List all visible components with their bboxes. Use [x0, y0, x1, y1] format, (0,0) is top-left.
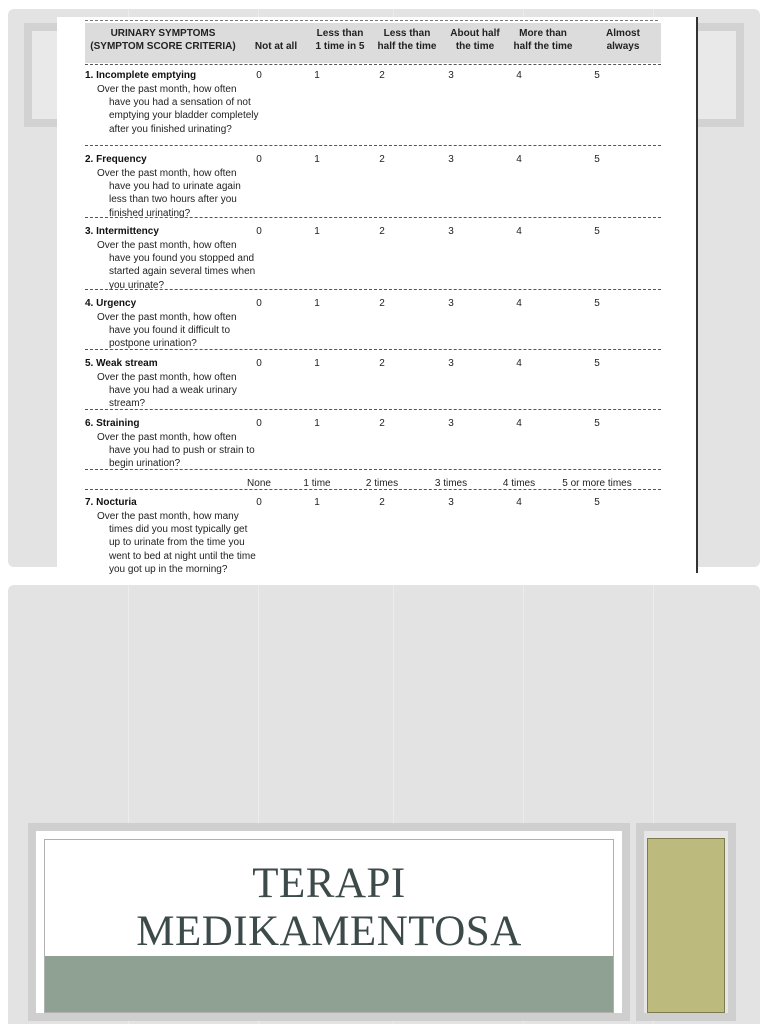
table-header	[85, 23, 661, 63]
col-header-line2: always	[606, 41, 640, 52]
question-title: 1. Incomplete emptying	[85, 70, 197, 81]
score-value: 2	[379, 298, 385, 309]
side-accent-block	[647, 838, 725, 1013]
nocturia-label: 5 or more times	[562, 478, 632, 489]
col-header-line2: the time	[455, 41, 495, 52]
question-title: 3. Intermittency	[85, 226, 159, 237]
score-value: 3	[448, 298, 454, 309]
score-value: 4	[516, 154, 522, 165]
score-value: 3	[448, 226, 454, 237]
score-value: 2	[379, 497, 385, 508]
score-value: 3	[448, 70, 454, 81]
title-line-2: MEDIKAMENTOSA	[136, 908, 522, 955]
question-text: Over the past month, how often have you had to urinate again less than two hours after you finished urinating?	[97, 168, 241, 219]
nocturia-label: 3 times	[434, 478, 468, 489]
score-value: 3	[448, 497, 454, 508]
score-value: 0	[256, 358, 262, 369]
score-value: 2	[379, 418, 385, 429]
col-header-line1: Less than	[316, 28, 364, 39]
score-value: 0	[256, 298, 262, 309]
slide-title	[45, 860, 613, 956]
col-header-line1: More than	[519, 28, 567, 39]
score-value: 1	[314, 418, 320, 429]
score-value: 0	[256, 497, 262, 508]
nocturia-label: 1 time	[303, 478, 331, 489]
nocturia-label: None	[247, 478, 271, 489]
score-value: 4	[516, 70, 522, 81]
score-value: 5	[594, 418, 600, 429]
question-text: Over the past month, how many times did you most typically get up to urinate from the time you went to bed at night until the time you got up in the morning?	[97, 511, 256, 575]
score-value: 2	[379, 226, 385, 237]
score-value: 3	[448, 154, 454, 165]
score-value: 2	[379, 358, 385, 369]
nocturia-label: 2 times	[365, 478, 399, 489]
score-value: 5	[594, 298, 600, 309]
score-value: 4	[516, 497, 522, 508]
question-title: 4. Urgency	[85, 298, 137, 309]
question-text: Over the past month, how often have you had to push or strain to begin urination?	[97, 432, 255, 470]
col-header-line2: Not at all	[254, 41, 298, 52]
question-title: 6. Straining	[85, 418, 140, 429]
score-value: 2	[379, 154, 385, 165]
score-value: 4	[516, 226, 522, 237]
col-header-line1	[245, 27, 307, 40]
score-value: 0	[256, 226, 262, 237]
ipss-questionnaire	[57, 17, 698, 573]
score-value: 4	[516, 418, 522, 429]
score-value: 5	[594, 226, 600, 237]
score-value: 2	[379, 70, 385, 81]
slide-ipss	[8, 9, 760, 575]
score-value: 3	[448, 358, 454, 369]
question-text: Over the past month, how often have you found it difficult to postpone urination?	[97, 312, 237, 350]
question-title: 7. Nocturia	[85, 497, 137, 508]
score-value: 4	[516, 298, 522, 309]
col-header-line1: About half	[450, 28, 500, 39]
score-value: 4	[516, 358, 522, 369]
question-text: Over the past month, how often have you had a sensation of not emptying your bladder completely after you finished urinating?	[97, 84, 259, 135]
score-value: 0	[256, 418, 262, 429]
score-value: 0	[256, 70, 262, 81]
score-value: 3	[448, 418, 454, 429]
title-placeholder	[28, 823, 630, 1021]
score-value: 1	[314, 154, 320, 165]
score-value: 1	[314, 226, 320, 237]
score-value: 5	[594, 70, 600, 81]
col-header-line2: half the time	[377, 41, 437, 52]
score-value: 1	[314, 497, 320, 508]
score-value: 1	[314, 358, 320, 369]
col-header-line2: half the time	[513, 41, 573, 52]
col-header-line2: 1 time in 5	[315, 41, 365, 52]
side-panel	[636, 823, 736, 1021]
score-value: 5	[594, 497, 600, 508]
score-value: 0	[256, 154, 262, 165]
question-title: 5. Weak stream	[85, 358, 158, 369]
col-header-line1: Less than	[383, 28, 431, 39]
slide-title	[8, 585, 760, 1024]
title-line-1: TERAPI	[252, 860, 406, 907]
question-text: Over the past month, how often have you had a weak urinary stream?	[97, 372, 237, 410]
score-value: 1	[314, 298, 320, 309]
score-value: 5	[594, 358, 600, 369]
title-accent-band	[45, 956, 613, 1012]
question-title: 2. Frequency	[85, 154, 147, 165]
score-value: 5	[594, 154, 600, 165]
score-value: 1	[314, 70, 320, 81]
criteria-label-2: (SYMPTOM SCORE CRITERIA)	[90, 41, 236, 52]
criteria-label-1: URINARY SYMPTOMS	[110, 28, 216, 39]
nocturia-label: 4 times	[502, 478, 536, 489]
col-header-line1: Almost	[606, 28, 640, 39]
question-text: Over the past month, how often have you found you stopped and started again several times when you urinate?	[97, 240, 256, 291]
